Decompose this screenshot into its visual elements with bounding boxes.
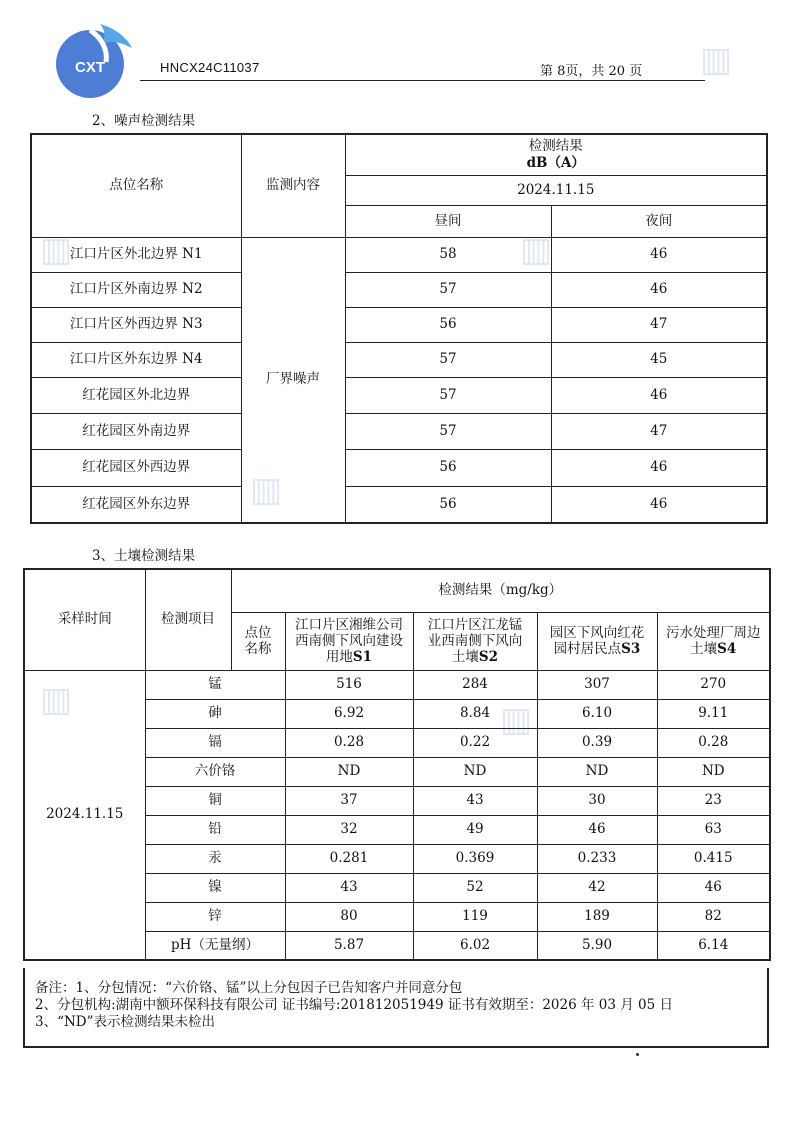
noise-row-name: 江口片区外北边界 N1 [31,237,241,272]
noise-row-day: 56 [345,486,551,523]
noise-row-night: 46 [551,237,767,272]
soil-cell: 0.415 [657,844,770,873]
soil-cell: 0.39 [537,728,657,757]
soil-cell: 270 [657,670,770,699]
scan-dot [636,1053,639,1056]
soil-cell: 0.281 [285,844,413,873]
remark-line: 3、“ND”表示检测结果未检出 [35,1014,216,1030]
soil-col-point: 点位名称 [231,612,285,670]
watermark-mark: ▥ [700,40,733,80]
soil-cell: 516 [285,670,413,699]
noise-row-night: 47 [551,413,767,449]
noise-row-name: 江口片区外东边界 N4 [31,342,241,377]
watermark-mark: ▥ [500,700,533,740]
soil-cell: 0.28 [657,728,770,757]
soil-col-result: 检测结果（mg/kg） [231,569,770,612]
soil-cell: ND [413,757,537,786]
noise-row-day: 56 [345,307,551,342]
noise-col-day: 昼间 [345,205,551,237]
soil-cell: 0.233 [537,844,657,873]
soil-cell: 42 [537,873,657,902]
soil-cell: 49 [413,815,537,844]
soil-cell: 32 [285,815,413,844]
soil-row-item: 汞 [145,844,285,873]
soil-row-item: 铅 [145,815,285,844]
noise-section-title: 2、噪声检测结果 [92,113,196,129]
header-rule [140,80,705,81]
soil-cell: 284 [413,670,537,699]
noise-content-value: 厂界噪声 [241,237,345,523]
soil-cell: 189 [537,902,657,931]
noise-row-name: 江口片区外西边界 N3 [31,307,241,342]
report-number: HNCX24C11037 [160,60,260,75]
soil-cell: 46 [537,815,657,844]
soil-cell: 5.87 [285,931,413,960]
soil-cell: 307 [537,670,657,699]
soil-cell: 0.28 [285,728,413,757]
noise-row-day: 56 [345,449,551,486]
soil-cell: 6.10 [537,699,657,728]
watermark-mark: ▥ [250,470,283,510]
noise-row-night: 47 [551,307,767,342]
soil-cell: 82 [657,902,770,931]
watermark-mark: ▥ [40,230,73,270]
soil-cell: 23 [657,786,770,815]
remark-line: 备注：1、分包情况：“六价铬、锰”以上分包因子已告知客户并同意分包 [35,980,463,996]
remarks-box [23,968,769,1048]
logo-text: CXT [75,59,105,76]
soil-cell: 0.22 [413,728,537,757]
noise-row-night: 45 [551,342,767,377]
soil-table [23,568,771,961]
noise-table [30,133,768,524]
soil-row-item: 铜 [145,786,285,815]
soil-col-time: 采样时间 [24,569,145,670]
soil-cell: 119 [413,902,537,931]
noise-row-name: 红花园区外东边界 [31,486,241,523]
noise-row-day: 57 [345,377,551,413]
soil-row-item: pH（无量纲） [145,931,285,960]
soil-cell: 46 [657,873,770,902]
soil-row-item: 锌 [145,902,285,931]
soil-cell: 0.369 [413,844,537,873]
soil-cell: 6.02 [413,931,537,960]
noise-row-name: 红花园区外南边界 [31,413,241,449]
soil-cell: 52 [413,873,537,902]
soil-row-item: 锰 [145,670,285,699]
noise-row-day: 57 [345,413,551,449]
noise-row-night: 46 [551,377,767,413]
soil-col-item: 检测项目 [145,569,231,670]
soil-point-s4: 污水处理厂周边土壤S4 [657,612,770,670]
noise-row-name: 江口片区外南边界 N2 [31,272,241,307]
soil-cell: 43 [413,786,537,815]
soil-cell: ND [537,757,657,786]
company-logo [50,18,138,106]
watermark-mark: ▥ [520,230,553,270]
soil-cell: 9.11 [657,699,770,728]
soil-cell: 8.84 [413,699,537,728]
noise-date: 2024.11.15 [345,175,767,205]
soil-point-s2: 江口片区江龙锰业西南侧下风向土壤S2 [413,612,537,670]
soil-row-item: 砷 [145,699,285,728]
noise-row-night: 46 [551,486,767,523]
soil-point-s1: 江口片区湘维公司西南侧下风向建设用地S1 [285,612,413,670]
soil-row-item: 镉 [145,728,285,757]
soil-cell: 6.14 [657,931,770,960]
noise-col-content: 监测内容 [241,134,345,237]
page-number: 第 8页，共 20 页 [540,64,643,79]
soil-cell: 6.92 [285,699,413,728]
soil-section-title: 3、土壤检测结果 [92,548,196,564]
soil-cell: 43 [285,873,413,902]
soil-cell: 37 [285,786,413,815]
soil-row-item: 六价铬 [145,757,285,786]
noise-row-night: 46 [551,272,767,307]
soil-cell: 80 [285,902,413,931]
noise-row-name: 红花园区外北边界 [31,377,241,413]
noise-row-day: 57 [345,272,551,307]
soil-row-item: 镍 [145,873,285,902]
soil-cell: ND [285,757,413,786]
soil-point-s3: 园区下风向红花园村居民点S3 [537,612,657,670]
soil-cell: 30 [537,786,657,815]
soil-cell: ND [657,757,770,786]
noise-row-name: 红花园区外西边界 [31,449,241,486]
noise-col-night: 夜间 [551,205,767,237]
noise-row-day: 58 [345,237,551,272]
noise-col-result: 检测结果 dB（A） [345,134,767,175]
noise-row-night: 46 [551,449,767,486]
soil-cell: 63 [657,815,770,844]
soil-cell: 5.90 [537,931,657,960]
noise-col-location: 点位名称 [31,134,241,237]
watermark-mark: ▥ [40,680,73,720]
remark-line: 2、分包机构:湖南中额环保科技有限公司 证书编号:201812051949 证书有效期至：2026 年 03 月 05 日 [35,997,674,1013]
soil-date: 2024.11.15 [24,670,145,960]
noise-row-day: 57 [345,342,551,377]
